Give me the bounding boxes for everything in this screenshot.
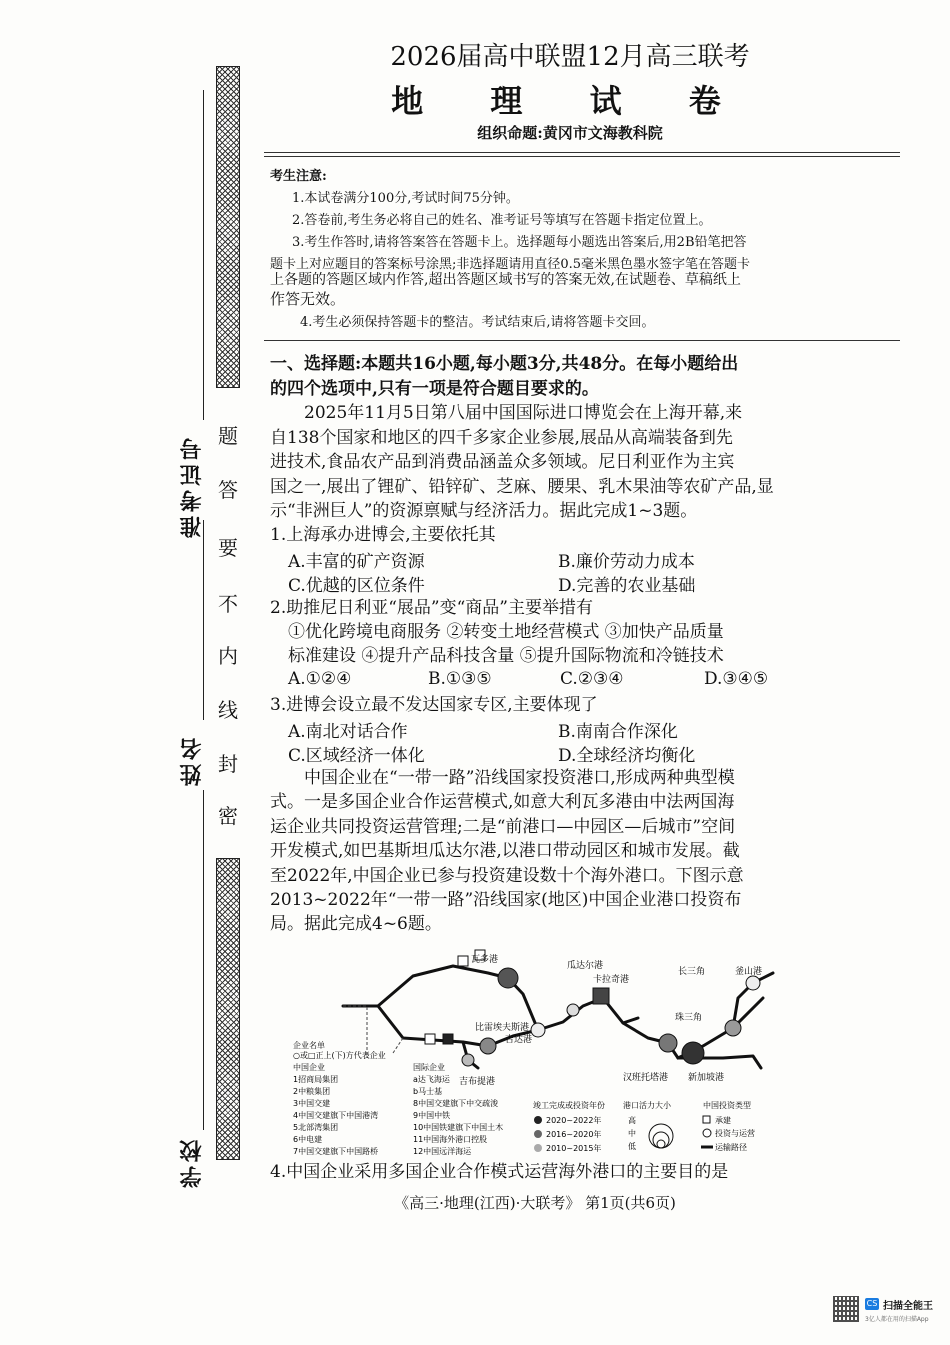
legend-entry: 7中国交建旗下中国路桥: [293, 1147, 379, 1156]
option-b: B.廉价劳动力成本: [558, 552, 695, 572]
question-stem: 3.进博会设立最不发达国家专区,主要体现了: [270, 695, 598, 715]
option-d: D.③④⑤: [704, 669, 769, 689]
legend-entry: 6中电建: [293, 1135, 323, 1144]
port-label: 长三角: [678, 967, 706, 977]
port-label: 比雷埃夫斯港: [475, 1023, 530, 1033]
legend-entry: 2016~2020年: [546, 1130, 602, 1139]
legend-entry: 5北部湾集团: [293, 1123, 339, 1132]
legend-entry: 12中国远洋海运: [413, 1147, 472, 1156]
legend-heading: 竣工完成或投资年份: [533, 1101, 605, 1110]
legend-entry: 投资与运营: [715, 1129, 755, 1138]
port-investment-map: [283, 938, 783, 1163]
seal-char: 题: [218, 424, 238, 448]
legend-entry: 高: [628, 1116, 636, 1125]
divider: [264, 340, 900, 341]
school-label: 学校: [179, 1136, 205, 1188]
legend-entry: 9中国中铁: [413, 1111, 451, 1120]
legend-entry: b马士基: [413, 1087, 443, 1096]
port-label: 珠三角: [675, 1013, 703, 1023]
passage-line: 中国企业在“一带一路”沿线国家投资港口,形成两种典型模: [304, 768, 735, 788]
option-a: A.①②④: [288, 669, 352, 689]
passage-line: 国之一,展出了锂矿、铅锌矿、芝麻、腰果、乳木果油等农矿产品,显: [270, 477, 774, 497]
legend-entry: 承建: [715, 1116, 731, 1125]
legend-entry: 低: [628, 1142, 636, 1151]
legend-entry: 1招商局集团: [293, 1075, 339, 1084]
port-label: 卡拉奇港: [593, 975, 630, 985]
legend-entry: 2中粮集团: [293, 1087, 331, 1096]
port-label: 汉班托塔港: [623, 1073, 669, 1083]
admission-id-label: 准考证号: [179, 434, 205, 538]
legend-entry: 2020~2022年: [546, 1116, 602, 1125]
option-b: B.①③⑤: [428, 669, 492, 689]
legend-entry: 中: [628, 1129, 636, 1138]
passage-line: 进技术,食品农产品到消费品涵盖众多领域。尼日利亚作为主宾: [270, 452, 735, 472]
qr-code-icon: [833, 1296, 859, 1322]
legend-heading: 中国投资类型: [703, 1101, 751, 1110]
fill-line: [203, 790, 204, 1130]
question-choice-line: 标准建设 ④提升产品科技含量 ⑤提升国际物流和冷链技术: [288, 646, 724, 666]
option-d: D.全球经济均衡化: [558, 746, 696, 766]
notice-item: 1.本试卷满分100分,考试时间75分钟。: [292, 191, 519, 206]
seal-char: 答: [218, 478, 238, 502]
organizer: 组织命题:黄冈市文海教科院: [477, 124, 663, 142]
notice-item: 2.答卷前,考生务必将自己的姓名、准考证号等填写在答题卡指定位置上。: [292, 213, 712, 228]
legend-entry: 10中国铁建旗下中国土木: [413, 1123, 504, 1132]
binding-strip-top: [216, 66, 240, 388]
port-label: 吉布提港: [459, 1077, 496, 1087]
option-a: A.丰富的矿产资源: [288, 552, 425, 572]
question-stem: 2.助推尼日利亚“展品”变“商品”主要举措有: [270, 598, 593, 618]
divider: [264, 152, 900, 153]
divider: [264, 156, 900, 157]
legend-title: 企业名单: [293, 1041, 325, 1050]
passage-line: 2025年11月5日第八届中国国际进口博览会在上海开幕,来: [304, 403, 743, 423]
seal-char: 密: [218, 804, 238, 828]
passage-line: 式。一是多国企业合作运营模式,如意大利瓦多港由中法两国海: [270, 792, 735, 812]
port-label: 瓦多港: [471, 955, 499, 965]
shipping-route: [343, 966, 773, 1068]
page-footer: 《高三·地理(江西)·大联考》 第1页(共6页): [394, 1194, 676, 1212]
fill-line: [203, 90, 204, 420]
passage-line: 至2022年,中国企业已参与投资建设数十个海外港口。下图示意: [270, 866, 744, 886]
option-a: A.南北对话合作: [288, 722, 408, 742]
seal-char: 封: [218, 752, 238, 776]
notice-item: 题卡上对应题目的答案标号涂黑;非选择题请用直径0.5毫米黑色墨水签字笔在答题卡: [270, 257, 751, 272]
port-label: 新加坡港: [688, 1073, 725, 1083]
port-label: 釜山港: [735, 967, 763, 977]
legend-heading: 港口活力大小: [623, 1101, 671, 1110]
seal-char: 不: [218, 592, 238, 616]
passage-line: 开发模式,如巴基斯坦瓜达尔港,以港口带动园区和城市发展。截: [270, 841, 740, 861]
passage-line: 运企业共同投资运营管理;二是“前港口—中园区—后城市”空间: [270, 817, 736, 837]
scanner-brand: 扫描全能王: [883, 1301, 933, 1312]
scanner-watermark: [833, 1294, 933, 1330]
legend-heading: 中国企业: [293, 1063, 325, 1072]
question-stem: 1.上海承办进博会,主要依托其: [270, 525, 496, 545]
option-d: D.完善的农业基础: [558, 576, 696, 596]
seal-char: 线: [218, 698, 238, 722]
question-stem: 4.中国企业采用多国企业合作模式运营海外港口的主要目的是: [270, 1162, 729, 1182]
legend-entry: 8中国交建旗下中交疏浚: [413, 1099, 499, 1108]
port-label: 吉达港: [505, 1035, 533, 1045]
passage-line: 2013~2022年“一带一路”沿线国家(地区)中国企业港口投资布: [270, 890, 742, 910]
legend-entry: 2010~2015年: [546, 1144, 602, 1153]
fill-line: [203, 520, 204, 720]
notice-heading: 考生注意:: [270, 169, 327, 184]
seal-char: 内: [218, 644, 238, 668]
legend-entry: 4中国交建旗下中国港湾: [293, 1111, 379, 1120]
notice-item: 作答无效。: [270, 290, 346, 308]
port-label: 瓜达尔港: [567, 961, 604, 971]
option-c: C.②③④: [560, 669, 624, 689]
notice-item: 上各题的答题区域内作答,超出答题区域书写的答案无效,在试题卷、草稿纸上: [270, 272, 741, 288]
exam-title: 2026届高中联盟12月高三联考: [390, 42, 750, 72]
option-c: C.优越的区位条件: [288, 576, 425, 596]
question-choice-line: ①优化跨境电商服务 ②转变土地经营模式 ③加快产品质量: [288, 622, 724, 642]
passage-line: 示“非洲巨人”的资源禀赋与经济活力。据此完成1~3题。: [270, 501, 698, 521]
option-b: B.南南合作深化: [558, 722, 678, 742]
legend-heading: 国际企业: [413, 1063, 445, 1072]
binding-strip-bottom: [216, 858, 240, 1160]
legend-entry: 11中国海外港口控股: [413, 1135, 488, 1144]
subject-title: 地 理 试 卷: [391, 82, 749, 120]
name-label: 姓名: [179, 734, 205, 786]
legend-entry: a达飞海运: [413, 1075, 450, 1084]
scanner-tagline: 3亿人都在用的扫描App: [865, 1316, 929, 1323]
cs-logo-icon: CS: [866, 1299, 878, 1308]
legend-note: ○或□正上(下)方代表企业: [293, 1051, 386, 1060]
section-heading: 一、选择题:本题共16小题,每小题3分,共48分。在每小题给出: [270, 354, 739, 374]
seal-char: 要: [218, 536, 238, 560]
legend-entry: 运输路径: [715, 1143, 747, 1152]
notice-item: 3.考生作答时,请将答案答在答题卡上。选择题每小题选出答案后,用2B铅笔把答: [292, 235, 747, 250]
passage-line: 自138个国家和地区的四千多家企业参展,展品从高端装备到先: [270, 428, 733, 448]
legend-entry: 3中国交建: [293, 1099, 331, 1108]
section-heading: 的四个选项中,只有一项是符合题目要求的。: [270, 379, 599, 399]
option-c: C.区域经济一体化: [288, 746, 425, 766]
notice-item: 4.考生必须保持答题卡的整洁。考试结束后,请将答题卡交回。: [300, 315, 655, 330]
passage-line: 局。据此完成4~6题。: [270, 914, 442, 934]
